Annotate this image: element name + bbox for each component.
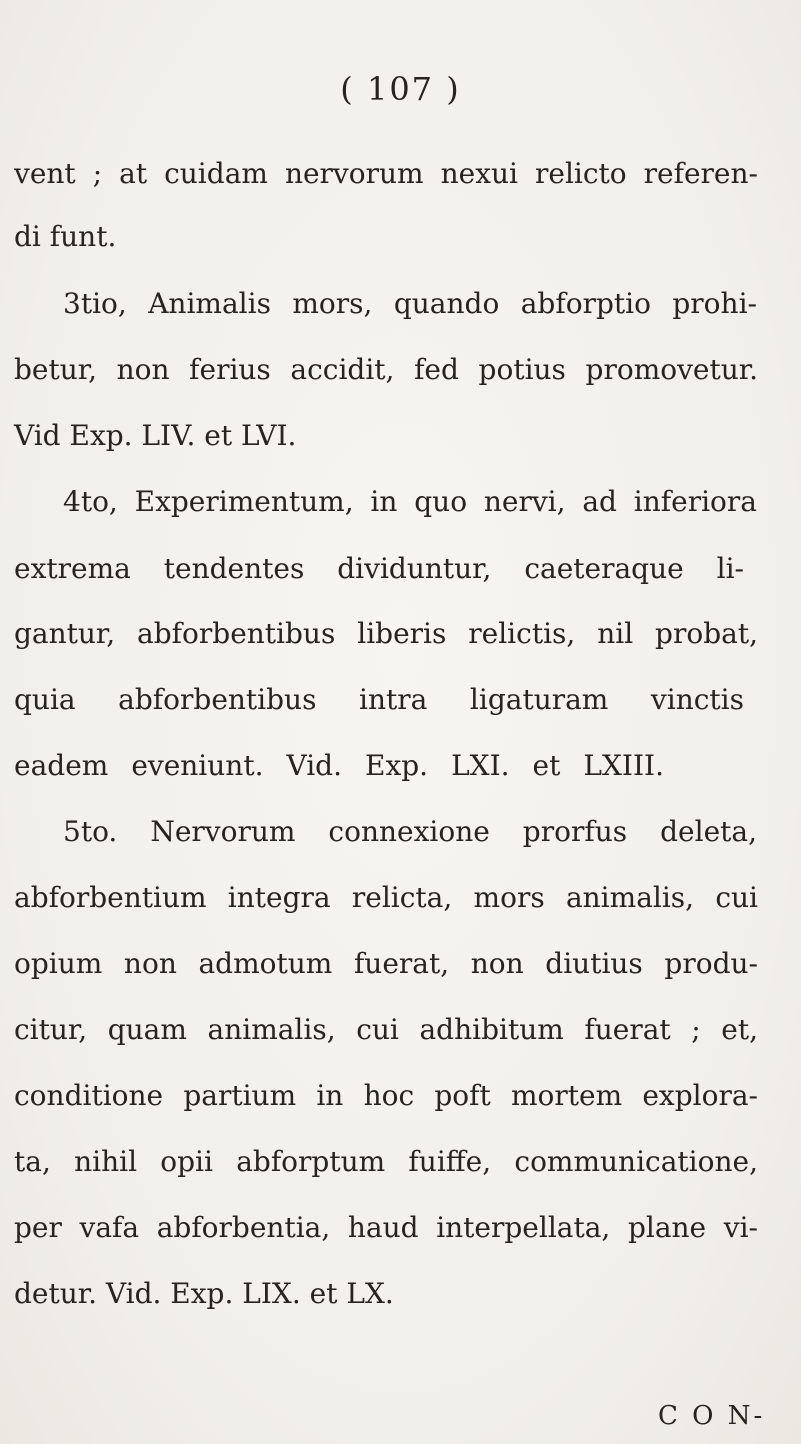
text-line-12: abforbentium integra relicta, mors animalis, cui: [14, 884, 758, 914]
text-line-2: di funt.: [14, 220, 117, 253]
text-line-14: citur, quam animalis, cui adhibitum fuerat ; et,: [14, 1016, 758, 1046]
text-line-6: 4to, Experimentum, in quo nervi, ad inferiora: [63, 488, 757, 518]
text-line-9: quia abforbentibus intra ligaturam vinctis: [14, 686, 744, 716]
text-line-13: opium non admotum fuerat, non diutius produ-: [14, 950, 758, 980]
text-line-15: conditione partium in hoc poft mortem explora-: [14, 1082, 758, 1112]
text-line-17: per vafa abforbentia, haud interpellata, plane vi-: [14, 1214, 758, 1244]
text-line-8: gantur, abforbentibus liberis relictis, nil probat,: [14, 620, 758, 650]
text-line-18: detur. Vid. Exp. LIX. et LX.: [14, 1277, 394, 1310]
page-number: ( 107 ): [340, 70, 461, 108]
text-line-7: extrema tendentes dividuntur, caeteraque li-: [14, 555, 744, 585]
text-line-16: ta, nihil opii abforptum fuiffe, communicatione,: [14, 1148, 758, 1178]
text-line-10: eadem eveniunt. Vid. Exp. LXI. et LXIII.: [14, 752, 664, 782]
text-line-5: Vid Exp. LIV. et LVI.: [14, 419, 297, 452]
text-line-3: 3tio, Animalis mors, quando abforptio prohi-: [63, 290, 757, 320]
text-line-1: vent ; at cuidam nervorum nexui relicto referen-: [14, 160, 758, 190]
text-line-4: betur, non ferius accidit, fed potius promovetur.: [14, 356, 758, 386]
text-line-11: 5to. Nervorum connexione prorfus deleta,: [63, 818, 757, 848]
catchword: C O N-: [658, 1401, 766, 1431]
